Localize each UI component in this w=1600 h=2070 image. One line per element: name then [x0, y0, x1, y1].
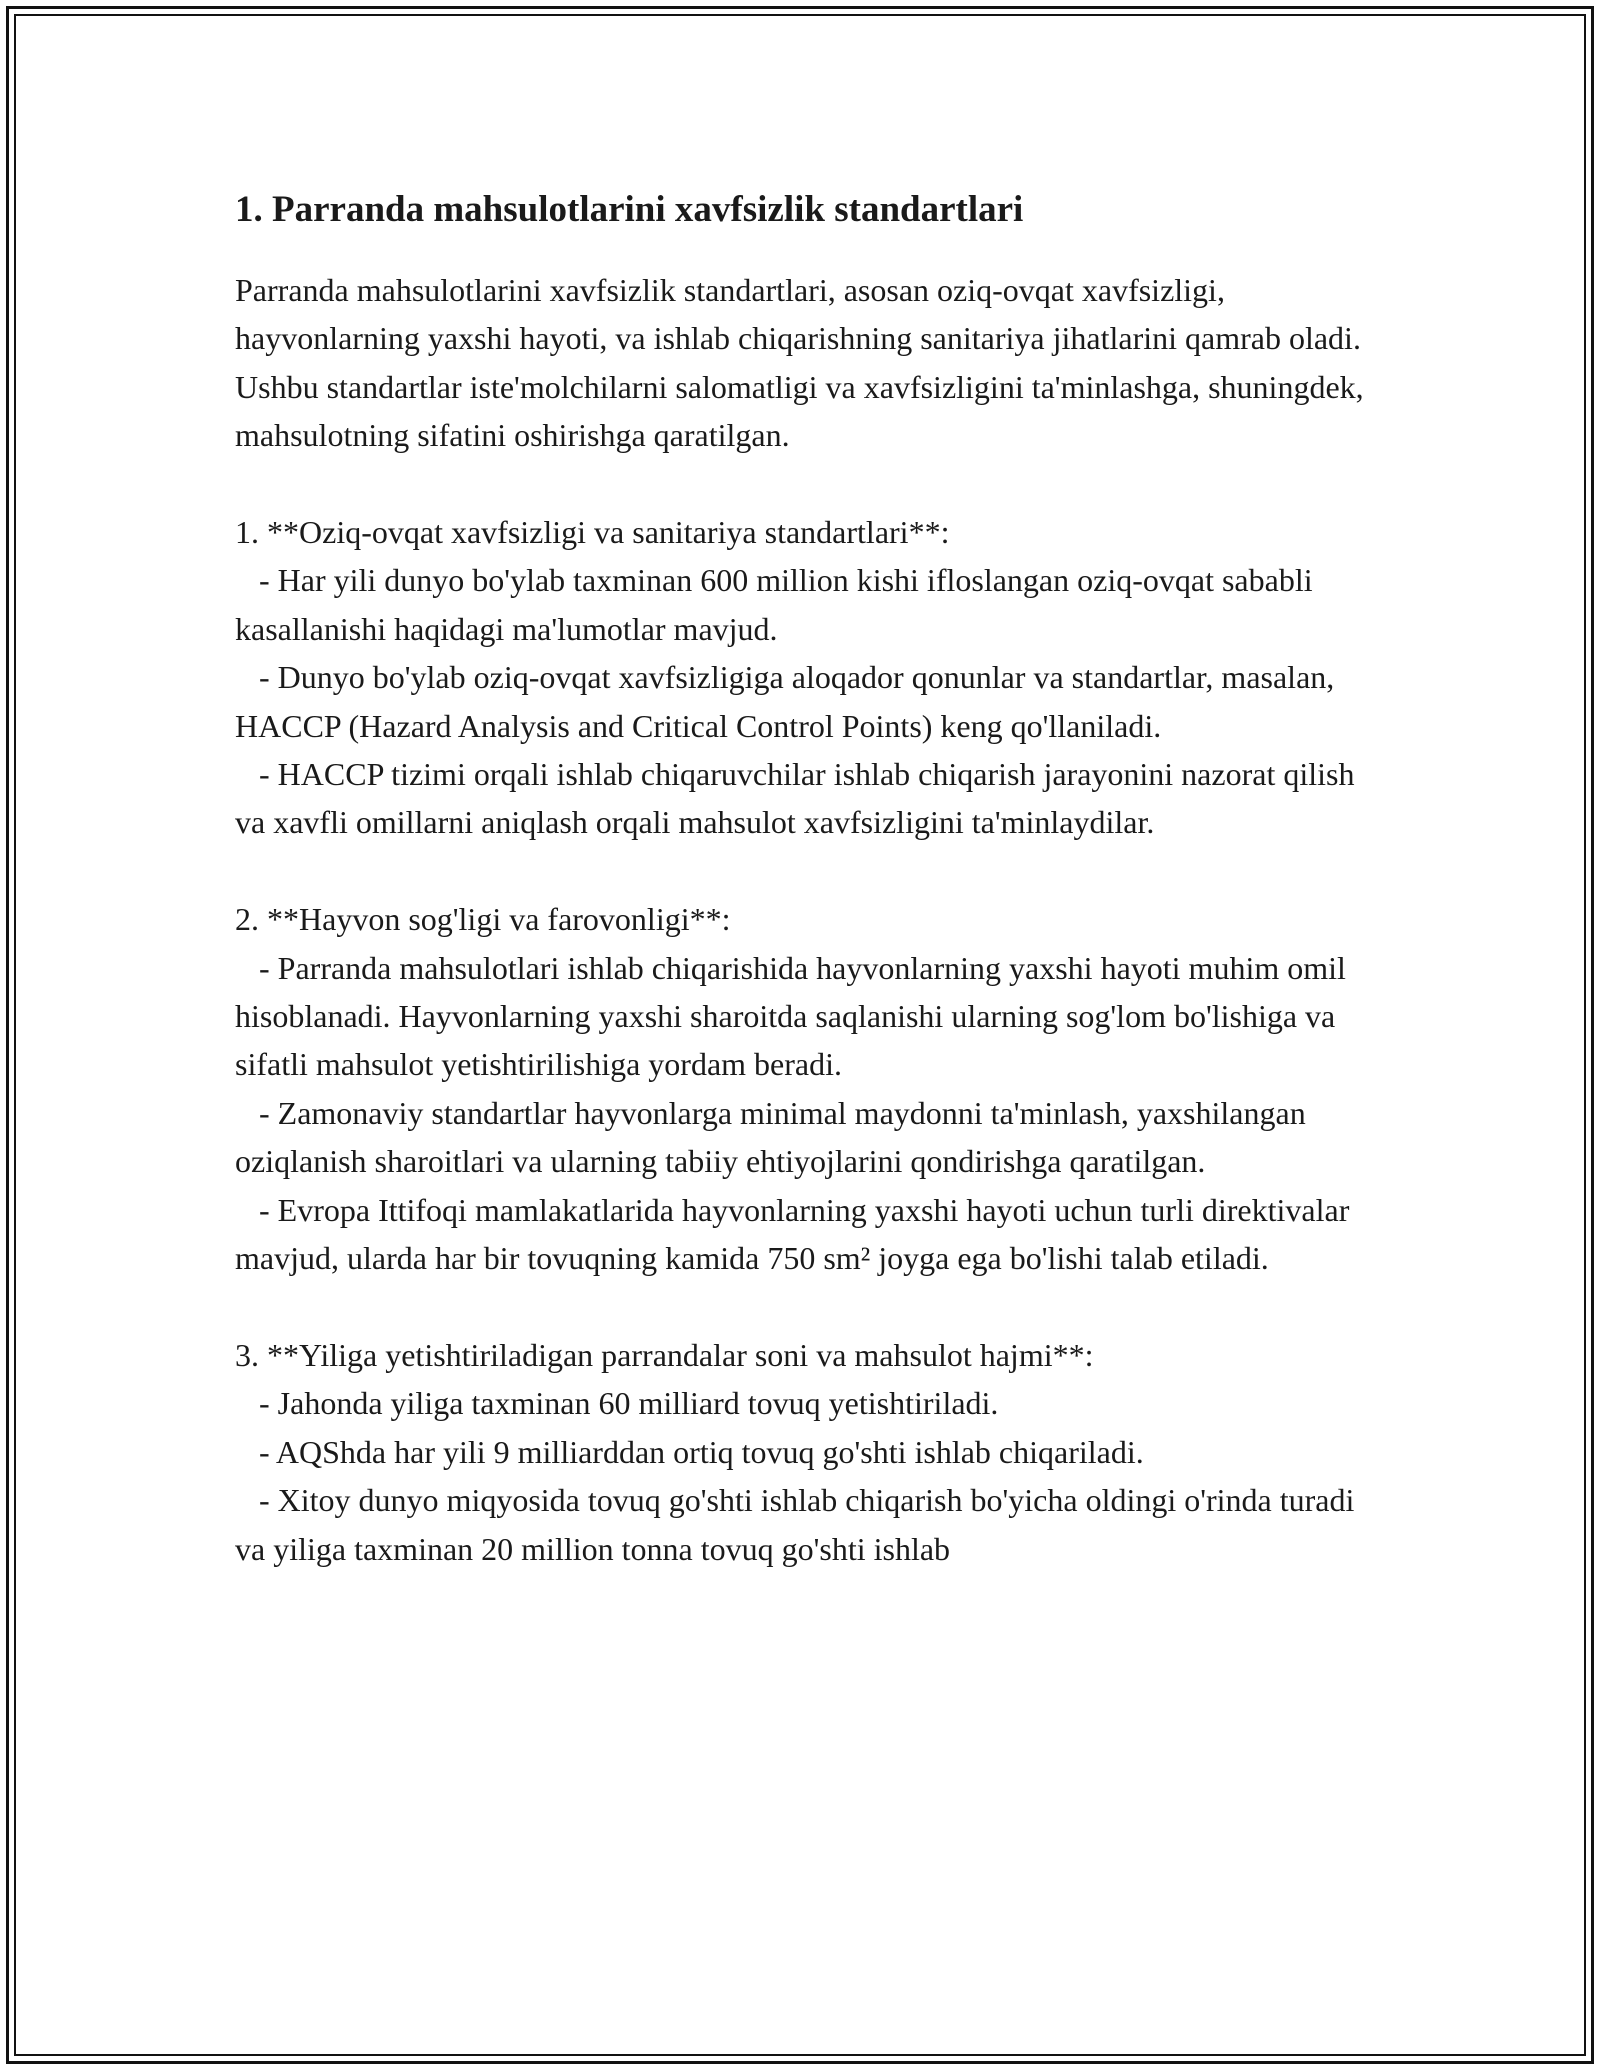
bullet-text: - HACCP tizimi orqali ishlab chiqaruvchilar ishlab chiqarish jarayonini nazorat qilish va xavfli omillarni aniqlash orqali mahsulot xavfsizligini ta'minlaydilar. [235, 756, 1355, 841]
bullet-text: - AQShda har yili 9 milliarddan ortiq tovuq go'shti ishlab chiqariladi. [259, 1433, 1144, 1470]
section-1-heading: 1. **Oziq-ovqat xavfsizligi va sanitariya standartlari**: [235, 514, 950, 551]
section-1-bullet-2 [235, 653, 1375, 750]
paragraph-gap [235, 1283, 1375, 1331]
bullet-text: - Dunyo bo'ylab oziq-ovqat xavfsizligiga aloqador qonunlar va standartlar, masalan, HACCP (Hazard Analysis and Critical Control Points) keng qo'llaniladi. [235, 659, 1335, 744]
bullet-text: - Parranda mahsulotlari ishlab chiqarishida hayvonlarning yaxshi hayoti muhim omil hisoblanadi. Hayvonlarning yaxshi sharoitda saqlanishi ularning sog'lom bo'lishiga va sifatli mahsulot yetishtirilishiga yordam beradi. [235, 949, 1346, 1083]
section-3-bullet-1 [235, 1379, 1375, 1427]
section-2-heading: 2. **Hayvon sog'ligi va farovonligi**: [235, 901, 731, 938]
section-1-bullet-1 [235, 556, 1375, 653]
section-1-bullet-3 [235, 750, 1375, 847]
intro-paragraph: Parranda mahsulotlarini xavfsizlik standartlari, asosan oziq-ovqat xavfsizligi, hayvonlarning yaxshi hayoti, va ishlab chiqarishning sanitariya jihatlarini qamrab oladi. Ushbu standartlar iste'molchilarni salomatligi va xavfsizligini ta'minlashga, shuningdek, mahsulotning sifatini oshirishga qaratilgan. [235, 272, 1364, 454]
section-3-heading: 3. **Yiliga yetishtiriladigan parrandalar soni va mahsulot hajmi**: [235, 1336, 1094, 1373]
section-3-bullet-3 [235, 1476, 1375, 1573]
section-3-bullet-2 [235, 1428, 1375, 1476]
section-2-bullet-2 [235, 1089, 1375, 1186]
bullet-text: - Har yili dunyo bo'ylab taxminan 600 million kishi ifloslangan oziq-ovqat sababli kasallanishi haqidagi ma'lumotlar mavjud. [235, 562, 1313, 647]
document-body [235, 186, 1375, 1573]
section-2-bullet-3 [235, 1186, 1375, 1283]
bullet-text: - Evropa Ittifoqi mamlakatlarida hayvonlarning yaxshi hayoti uchun turli direktivalar mavjud, ularda har bir tovuqning kamida 750 sm² joyga ega bo'lishi talab etiladi. [235, 1191, 1350, 1277]
section-2-bullet-1 [235, 944, 1375, 1089]
paragraph-gap [235, 847, 1375, 895]
bullet-text: - Zamonaviy standartlar hayvonlarga minimal maydonni ta'minlash, yaxshilangan oziqlanish sharoitlari va ularning tabiiy ehtiyojlarini qondirishga qaratilgan. [235, 1094, 1306, 1180]
bullet-text: - Xitoy dunyo miqyosida tovuq go'shti ishlab chiqarish bo'yicha oldingi o'rinda turadi va yiliga taxminan 20 million tonna tovuq go'shti ishlab [235, 1482, 1355, 1567]
paragraph-gap [235, 460, 1375, 508]
page-title: 1. Parranda mahsulotlarini xavfsizlik standartlari [235, 189, 1024, 230]
bullet-text: - Jahonda yiliga taxminan 60 milliard tovuq yetishtiriladi. [259, 1385, 999, 1422]
